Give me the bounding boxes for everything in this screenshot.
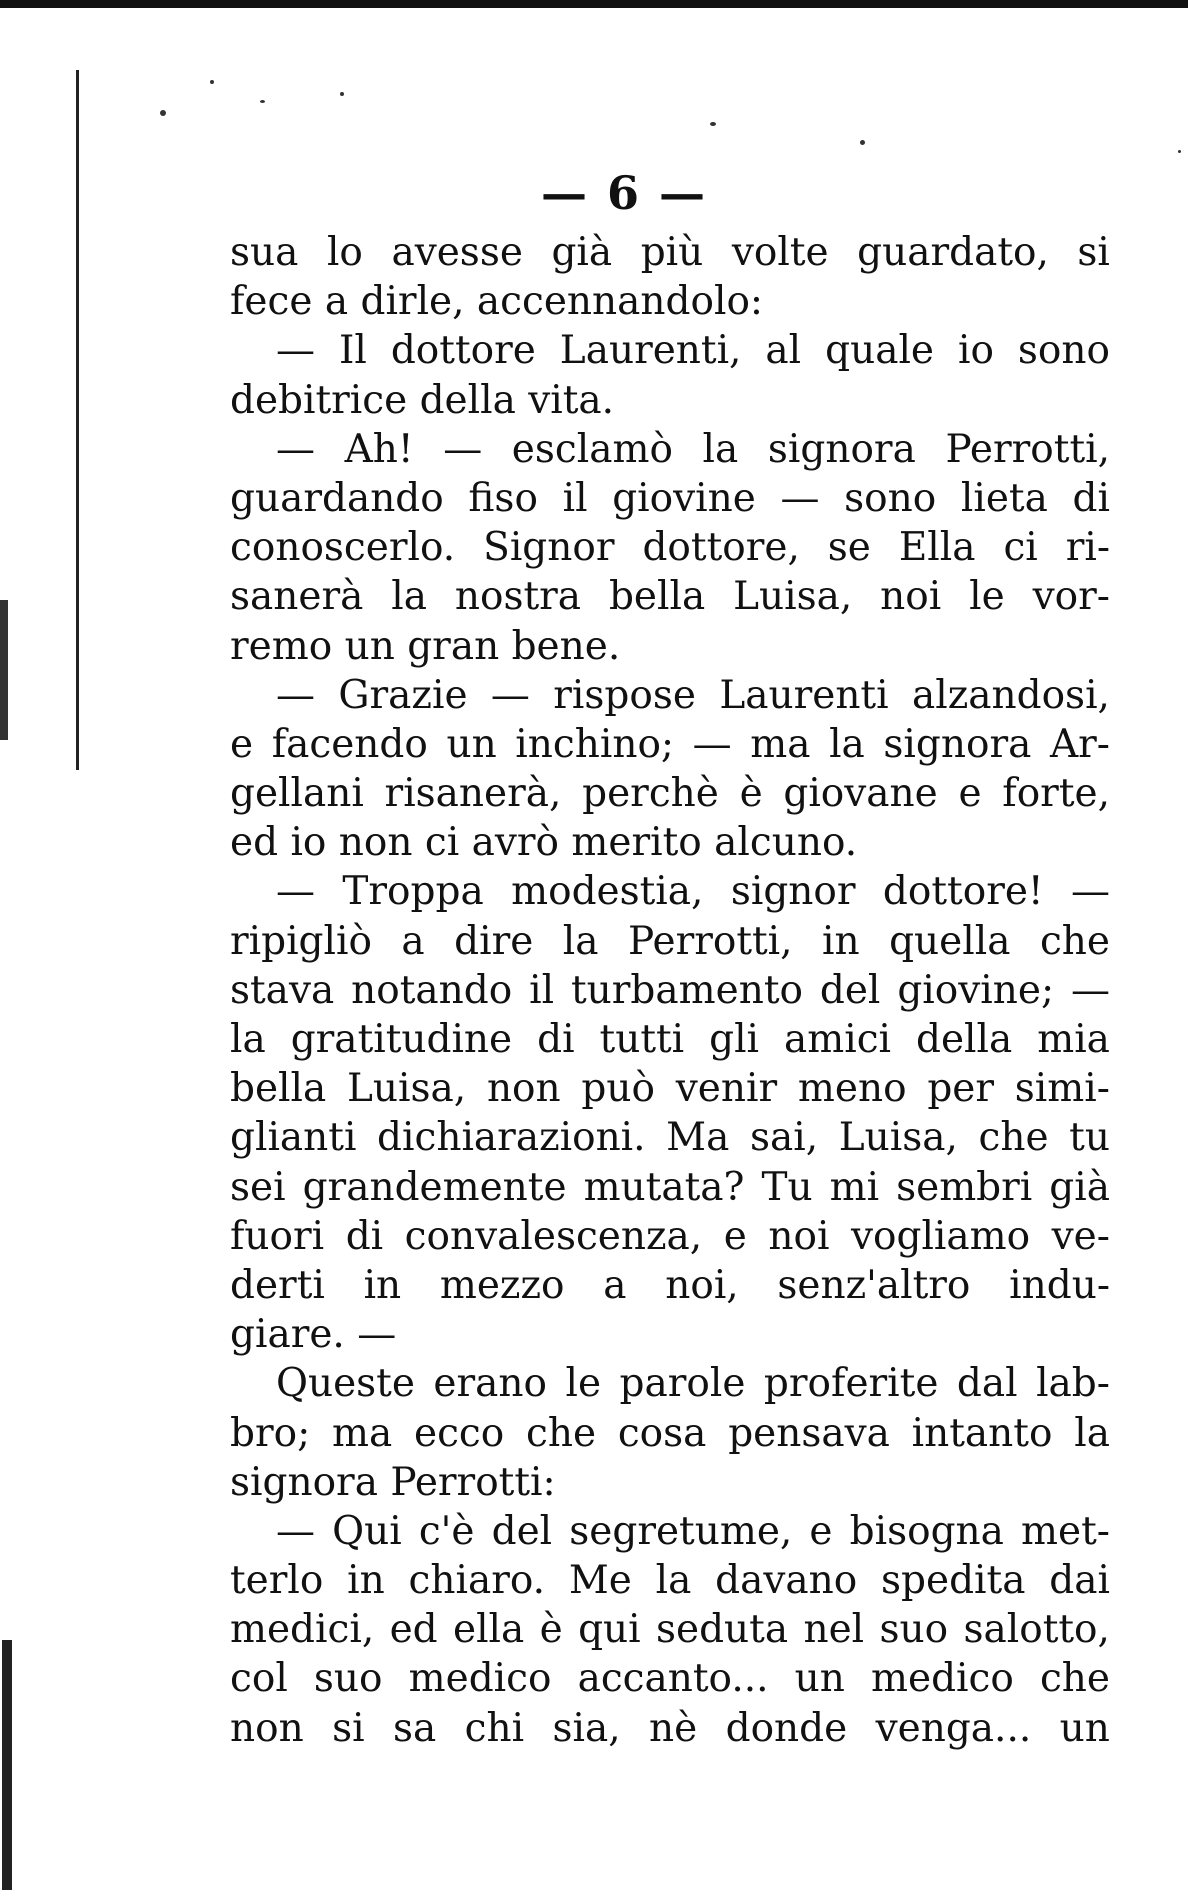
text-line: Queste erano le parole proferite dal lab- <box>276 1361 1110 1407</box>
text-line: medici, ed ella è qui seduta nel suo salotto, <box>230 1607 1110 1653</box>
text-line: — Grazie — rispose Laurenti alzandosi, <box>276 672 1110 718</box>
scan-speck <box>160 110 166 116</box>
text-line: — Troppa modestia, signor dottore! — <box>276 869 1110 915</box>
text-line: conoscerlo. Signor dottore, se Ella ci ri- <box>230 525 1110 571</box>
text-line: ed io non ci avrò merito alcuno. <box>230 820 858 866</box>
text-line: col suo medico accanto... un medico che <box>230 1656 1110 1702</box>
text-line: la gratitudine di tutti gli amici della mia <box>230 1017 1110 1062</box>
text-line: signora Perrotti: <box>230 1459 556 1505</box>
text-line: — Qui c'è del segretume, e bisogna met- <box>276 1508 1110 1554</box>
text-line: guardando fiso il giovine — sono lieta di <box>230 475 1110 521</box>
scan-speck <box>210 80 214 84</box>
text-line: derti in mezzo a noi, senz'altro indu- <box>230 1262 1110 1308</box>
scan-left-edge-mark <box>0 600 8 740</box>
text-line: sei grandemente mutata? Tu mi sembri già <box>230 1164 1110 1210</box>
text-line: e facendo un inchino; — ma la signora Ar- <box>230 721 1110 767</box>
text-line: — Il dottore Laurenti, al quale io sono <box>276 328 1110 374</box>
text-line: remo un gran bene. <box>230 623 621 669</box>
text-line: bro; ma ecco che cosa pensava intanto la <box>230 1410 1110 1456</box>
text-line: gellani risanerà, perchè è giovane e forte, <box>230 771 1110 817</box>
scan-speck <box>260 100 265 103</box>
scan-speck <box>340 92 344 96</box>
text-line: fuori di convalescenza, e noi vogliamo ve- <box>230 1213 1110 1259</box>
text-line: — Ah! — esclamò la signora Perrotti, <box>276 426 1110 472</box>
text-line: terlo in chiaro. Me la davano spedita dai <box>230 1558 1110 1604</box>
body-text <box>230 228 1110 1753</box>
scan-top-edge <box>0 0 1188 8</box>
text-line: stava notando il turbamento del giovine; — <box>230 967 1110 1013</box>
text-line: sua lo avesse già più volte guardato, si <box>230 230 1110 275</box>
text-line: ripigliò a dire la Perrotti, in quella che <box>230 918 1110 964</box>
scan-speck <box>1178 150 1181 153</box>
text-line: fece a dirle, accennandolo: <box>230 279 764 325</box>
text-line: giare. — <box>230 1312 397 1358</box>
text-line: glianti dichiarazioni. Ma sai, Luisa, che tu <box>230 1115 1110 1161</box>
scan-left-edge-mark <box>2 1640 12 1890</box>
page-number: — 6 — <box>540 166 708 220</box>
text-line: sanerà la nostra bella Luisa, noi le vor- <box>230 574 1110 620</box>
text-line: bella Luisa, non può venir meno per simi- <box>230 1066 1110 1112</box>
text-line: debitrice della vita. <box>230 377 615 423</box>
scan-speck <box>860 140 865 145</box>
scan-speck <box>710 122 716 126</box>
text-line: non si sa chi sia, nè donde venga... un <box>230 1705 1110 1751</box>
